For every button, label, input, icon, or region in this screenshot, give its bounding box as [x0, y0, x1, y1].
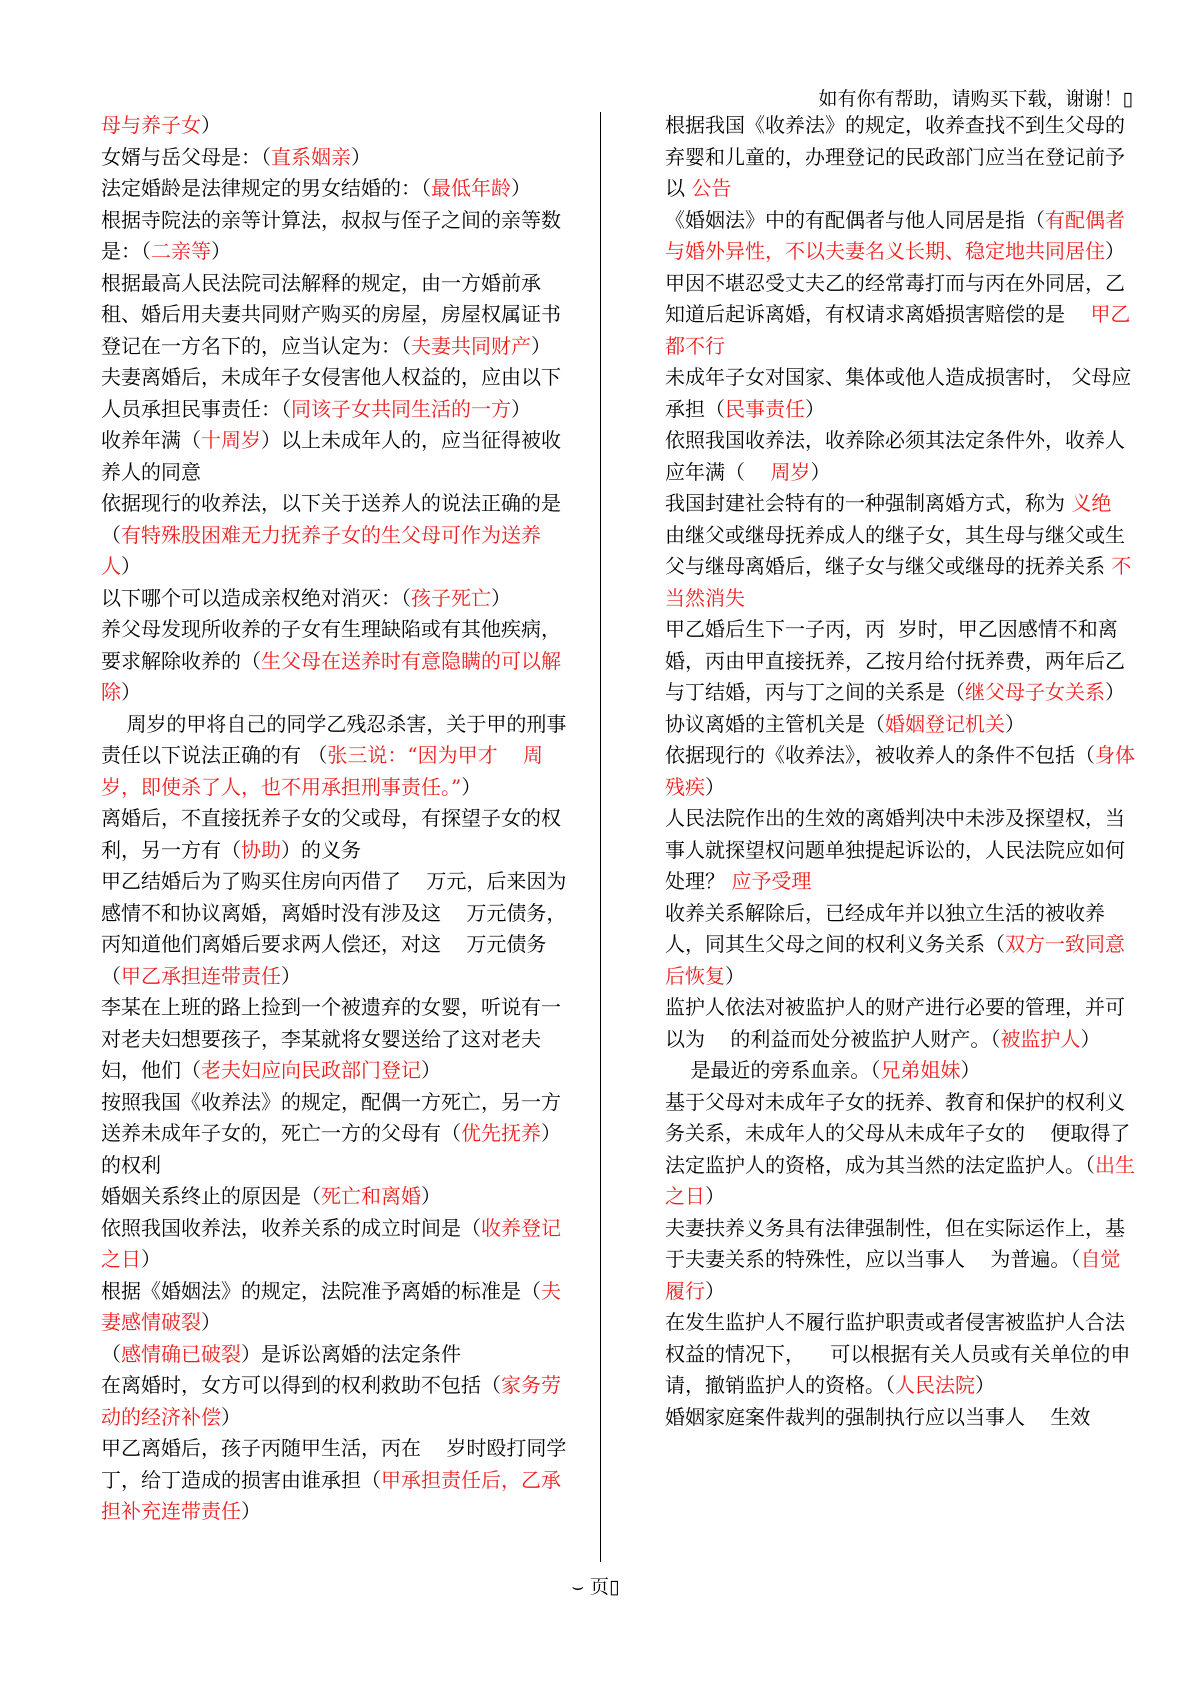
question-item [665, 709, 1135, 741]
question-text: 收养年满（ [101, 428, 201, 452]
answer-text: 继父母子女关系 [965, 680, 1105, 704]
download-note: 如有你有帮助，请购买下载，谢谢！▯ [818, 88, 1133, 110]
question-text: ）的义务 [281, 837, 361, 862]
answer-text: 甲乙都不行 [665, 302, 1131, 358]
answer-text: 死亡和离婚 [321, 1184, 421, 1208]
answer-text: 婚姻登记机关 [885, 711, 1005, 736]
question-item [101, 1087, 571, 1182]
question-item [665, 1402, 1135, 1434]
question-text: ） [531, 333, 551, 358]
question-text: 根据我国《收养法》的规定，收养查找不到生父母的弃婴和儿童的，办理登记的民政部门应当在登记前予以 [665, 113, 1125, 200]
answer-text: 出生之日 [665, 1152, 1135, 1208]
question-text: 周岁的甲将自己的同学乙残忍杀害，关于甲的刑事责任以下说法正确的有 （ [101, 711, 567, 767]
question-text: ） [1105, 680, 1125, 704]
question-text: 按照我国《收养法》的规定，配偶一方死亡，另一方送养未成年子女的，死亡一方的父母有（ [101, 1089, 561, 1145]
answer-text: 兄弟姐妹 [880, 1058, 961, 1082]
answer-text: 二亲等 [151, 239, 211, 263]
answer-text: 同该子女共同生活的一方 [291, 396, 511, 421]
answer-text: 有特殊股困难无力抚养子女的生父母可作为送养人 [101, 522, 541, 578]
question-text: ） [121, 680, 141, 704]
question-text: 夫妻离婚后，未成年子女侵害他人权益的，应由以下人员承担民事责任：（ [101, 365, 561, 421]
question-item [101, 1339, 571, 1371]
answer-text: 家务劳动的经济补偿 [101, 1373, 561, 1429]
answer-text: 民事责任 [725, 396, 805, 421]
column-divider [600, 112, 601, 1562]
question-item [101, 614, 571, 709]
page-label: 页▯ [590, 1576, 620, 1598]
question-item [101, 425, 571, 488]
question-text: ） [421, 1058, 441, 1082]
question-text: 《婚姻法》中的有配偶者与他人同居是指（ [665, 207, 1045, 232]
question-item [101, 583, 571, 615]
question-item [101, 488, 571, 583]
question-text: 监护人依法对被监护人的财产进行必要的管理，并可以为 的利益而处分被监护人财产。（ [665, 995, 1125, 1051]
answer-text: 老夫妇应向民政部门登记 [201, 1058, 421, 1082]
answer-text: 有配偶者与婚外异性，不以夫妻名义长期、稳定地共同居住 [665, 207, 1125, 263]
question-text: 以下哪个可以造成亲权绝对消灭：（ [101, 585, 411, 610]
question-item [101, 1370, 571, 1433]
question-text: 根据最高人民法院司法解释的规定，由一方婚前承租、婚后用夫妻共同财产购买的房屋，房屋权属证书登记在一方名下的，应当认定为：（ [101, 270, 561, 358]
question-text: ） [241, 1499, 261, 1523]
question-item [665, 614, 1135, 709]
question-item [101, 142, 571, 174]
question-item [665, 110, 1135, 205]
question-text: ） [121, 554, 141, 578]
question-item [101, 268, 571, 363]
answer-text: 十周岁 [201, 428, 261, 452]
answer-text: 周岁 [770, 459, 811, 484]
question-item [101, 1181, 571, 1213]
answer-text: 身体残疾 [665, 743, 1135, 799]
question-text: ） [810, 459, 831, 484]
question-item [101, 709, 571, 804]
question-item [665, 1055, 1135, 1087]
question-text: 依照我国收养法，收养关系的成立时间是（ [101, 1215, 481, 1240]
question-text: ） [705, 1278, 725, 1303]
question-text: 女婿与岳父母是：（ [101, 144, 271, 169]
question-item [665, 205, 1135, 268]
question-item [665, 520, 1135, 615]
question-item [665, 898, 1135, 993]
question-item [665, 803, 1135, 898]
question-item [665, 740, 1135, 803]
question-item [665, 1213, 1135, 1308]
question-text: ） [141, 1247, 161, 1271]
answer-text: 协助 [241, 837, 281, 862]
question-text: 离婚后，不直接抚养子女的父或母，有探望子女的权利，另一方有（ [101, 806, 561, 862]
question-text: 我国封建社会特有的一种强制离婚方式，称为 [665, 491, 1072, 515]
question-item [101, 362, 571, 425]
question-text: ） [960, 1058, 981, 1082]
question-item [665, 992, 1135, 1055]
answer-text: 张三说：“因为甲才 周岁，即使杀了人，也不用承担刑事责任。” [101, 743, 544, 799]
question-text: 甲乙结婚后为了购买住房向丙借了 万元，后来因为感情不和协议离婚，离婚时没有涉及这 万元债务，丙知道他们离婚后要求两人偿还，对这 万元债务（ [101, 869, 567, 988]
question-item [101, 205, 571, 268]
question-item [101, 1276, 571, 1339]
question-text: 甲乙离婚后，孩子丙随甲生活，丙在 岁时殴打同学丁，给丁造成的损害由谁承担（ [101, 1436, 567, 1492]
question-text: ） [1005, 711, 1025, 736]
question-text: 协议离婚的主管机关是（ [665, 711, 885, 736]
question-item [665, 425, 1135, 488]
answer-text: 义绝 [1071, 491, 1112, 515]
question-text: 在离婚时，女方可以得到的权利救助不包括（ [101, 1373, 501, 1397]
question-item [101, 992, 571, 1087]
answer-text: 直系姻亲 [271, 144, 351, 169]
question-item [665, 1307, 1135, 1402]
question-text: ） [461, 774, 482, 799]
answer-text: 应予受理 [731, 869, 812, 893]
question-text: 基于父母对未成年子女的抚养、教育和保护的权利义务关系，未成年人的父母从未成年子女的 便取得了法定监护人的资格，成为其当然的法定监护人。（ [665, 1089, 1131, 1177]
question-item [101, 110, 571, 142]
question-text: ） [725, 963, 745, 988]
answer-text: 夫妻感情破裂 [101, 1278, 561, 1334]
question-text: 依据现行的《收养法》，被收养人的条件不包括（ [665, 743, 1095, 767]
question-text: 夫妻扶养义务具有法律强制性，但在实际运作上，基于夫妻关系的特殊性，应以当事人 为普遍。（ [665, 1215, 1125, 1271]
question-text: ）以上未成年人的，应当征得被收养人的同意 [101, 428, 561, 484]
question-item [101, 866, 571, 992]
question-item [665, 488, 1135, 520]
right-column [665, 110, 1135, 1433]
answer-text: 感情确已破裂 [121, 1341, 241, 1366]
question-item [665, 1087, 1135, 1213]
answer-text: 优先抚养 [461, 1121, 541, 1145]
question-text: 甲因不堪忍受丈夫乙的经常毒打而与丙在外同居，乙知道后起诉离婚，有权请求离婚损害赔偿的是 [665, 270, 1125, 326]
question-text: ） [221, 1404, 241, 1429]
question-text: 婚姻家庭案件裁判的强制执行应以当事人 生效 [665, 1404, 1091, 1429]
answer-text: 不当然消失 [665, 554, 1132, 610]
answer-text: 双方一致同意后恢复 [665, 932, 1125, 988]
question-text: ） [1080, 1026, 1101, 1051]
question-text: ） [281, 963, 301, 988]
question-text: 根据寺院法的亲等计算法，叔叔与侄子之间的亲等数是：（ [101, 207, 561, 263]
answer-text: 人民法院 [895, 1373, 975, 1397]
question-item [101, 173, 571, 205]
question-text: ）的权利 [101, 1121, 561, 1177]
question-text: ） [201, 113, 221, 137]
question-text: 人民法院作出的生效的离婚判决中未涉及探望权，当事人就探望权问题单独提起诉讼的，人民法院应如何处理？ [665, 806, 1125, 893]
question-text: ）是诉讼离婚的法定条件 [241, 1341, 461, 1366]
question-item [665, 362, 1135, 425]
question-text: 由继父或继母抚养成人的继子女，其生母与继父或生父与继母离婚后，继子女与继父或继母的抚养关系 [665, 522, 1125, 578]
answer-text: 夫妻共同财产 [411, 333, 531, 358]
question-text: 在发生监护人不履行监护职责或者侵害被监护人合法权益的情况下， 可以根据有关人员或有关单位的申请，撤销监护人的资格。（ [665, 1310, 1131, 1397]
question-text: （ [101, 1341, 121, 1366]
answer-text: 收养登记之日 [101, 1215, 561, 1271]
question-text: 李某在上班的路上捡到一个被遗弃的女婴，听说有一对老夫妇想要孩子，李某就将女婴送给了这对老夫妇，他们（ [101, 995, 561, 1082]
question-text: ） [351, 144, 371, 169]
question-text: 收养关系解除后，已经成年并以独立生活的被收养人，同其生父母之间的权利义务关系（ [665, 900, 1105, 956]
page-footer [0, 1572, 1191, 1599]
question-text: ） [805, 396, 825, 421]
answer-text: 最低年龄 [431, 176, 511, 200]
question-text: ） [201, 1310, 221, 1334]
question-text: ） [705, 1184, 725, 1208]
question-text: ） [421, 1184, 441, 1208]
question-text: ） [511, 176, 531, 200]
question-text: ） [975, 1373, 995, 1397]
answer-text: 孩子死亡 [411, 585, 491, 610]
question-text: ） [491, 585, 511, 610]
question-text: 甲乙婚后生下一子丙，丙 岁时，甲乙因感情不和离婚，丙由甲直接抚养，乙按月给付抚养费，两年后乙与丁结婚，丙与丁之间的关系是（ [665, 617, 1125, 704]
answer-text: 自觉履行 [665, 1247, 1121, 1303]
answer-text: 被监护人 [1000, 1026, 1081, 1051]
question-item [665, 268, 1135, 363]
left-column [101, 110, 571, 1528]
question-text: 婚姻关系终止的原因是（ [101, 1184, 321, 1208]
footer-mark: ⌣ [571, 1576, 584, 1598]
question-item [101, 1433, 571, 1528]
answer-text: 甲承担责任后，乙承担补充连带责任 [101, 1467, 561, 1523]
answer-text: 公告 [691, 176, 732, 200]
question-text: 依据现行的收养法，以下关于送养人的说法正确的是（ [101, 491, 561, 547]
question-text: 养父母发现所收养的子女有生理缺陷或有其他疾病，要求解除收养的（ [101, 617, 561, 673]
answer-text: 甲乙承担连带责任 [121, 963, 281, 988]
question-text: ） [1105, 239, 1125, 263]
question-text: ） [511, 396, 531, 421]
question-text: 法定婚龄是法律规定的男女结婚的：（ [101, 176, 431, 200]
question-item [101, 1213, 571, 1276]
question-text: 是最近的旁系血亲。（ [665, 1058, 881, 1082]
question-text: 依照我国收养法，收养除必须其法定条件外，收养人应年满（ [665, 428, 1125, 484]
question-text: 根据《婚姻法》的规定，法院准予离婚的标准是（ [101, 1278, 541, 1303]
question-text: 未成年子女对国家、集体或他人造成损害时， 父母应承担（ [665, 365, 1132, 421]
question-item [101, 803, 571, 866]
question-text: ） [211, 239, 231, 263]
answer-text: 生父母在送养时有意隐瞒的可以解除 [101, 648, 561, 704]
question-text: ） [705, 774, 725, 799]
answer-text: 母与养子女 [101, 113, 201, 137]
